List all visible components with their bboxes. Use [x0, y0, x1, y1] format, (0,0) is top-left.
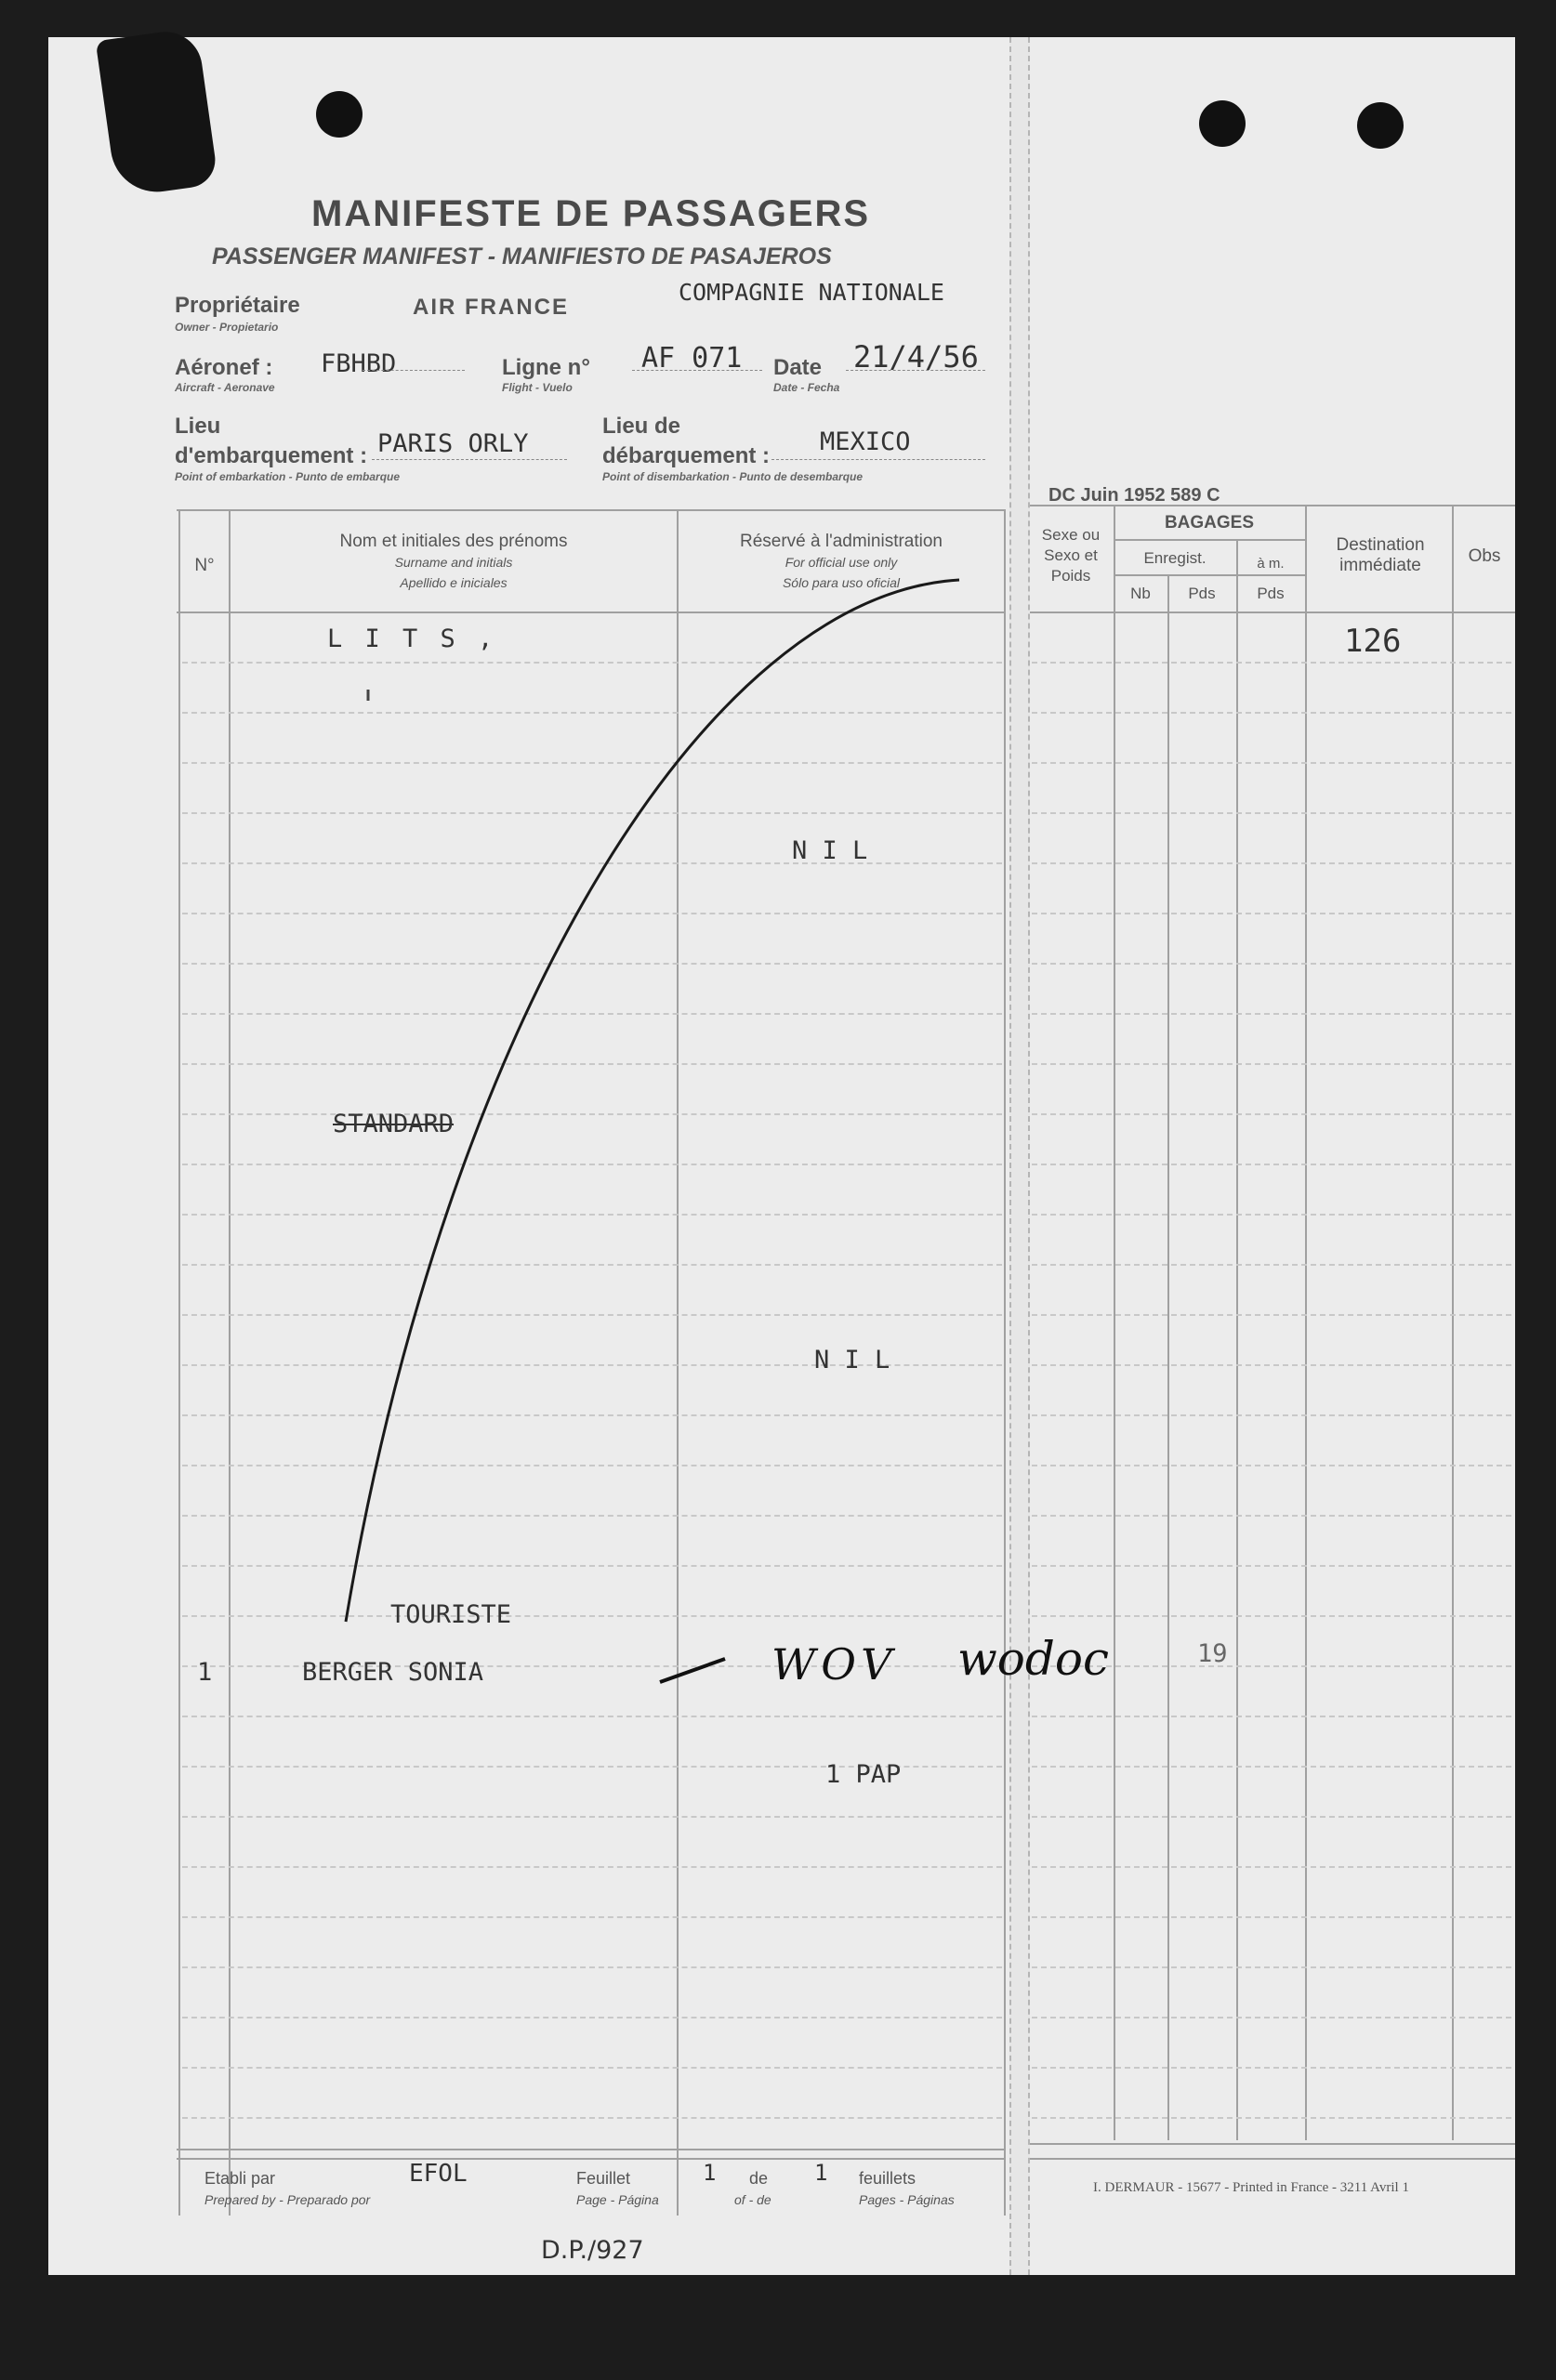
- aircraft-sublabel: Aircraft - Aeronave: [175, 381, 275, 394]
- handwritten-note: wodoc: [957, 1632, 1110, 1686]
- destination-value: 126: [1344, 623, 1402, 660]
- archive-reference: D.P./927: [541, 2236, 644, 2265]
- page-title: MANIFESTE DE PASSAGERS: [311, 193, 871, 234]
- entry-nil: N I L: [792, 836, 868, 865]
- passenger-number: 1: [197, 1658, 213, 1687]
- diagonal-pen-stroke: [346, 580, 959, 1622]
- date-label: Date: [773, 355, 823, 380]
- prepared-sublabel: Prepared by - Preparado por: [204, 2192, 371, 2207]
- disembark-value: MEXICO: [820, 427, 911, 456]
- company-name: COMPAGNIE NATIONALE: [679, 279, 944, 306]
- col-header-pds: Pds: [1188, 585, 1216, 602]
- owner-value: AIR FRANCE: [413, 295, 569, 320]
- embark-label: Lieu d'embarquement :: [175, 414, 368, 468]
- sheet-sublabel: Page - Página: [576, 2192, 659, 2207]
- sheet-value: 1: [703, 2160, 717, 2186]
- col-header-admin-sub2: Sólo para uso oficial: [782, 575, 901, 590]
- of-value: 1: [814, 2160, 828, 2186]
- col-header-pds2: Pds: [1257, 585, 1285, 602]
- prepared-label: Etabli par: [204, 2169, 276, 2188]
- entry-touriste: TOURISTE: [390, 1600, 512, 1629]
- line-sublabel: Flight - Vuelo: [502, 381, 573, 394]
- pen-dash: [660, 1659, 725, 1682]
- col-header-nb: Nb: [1130, 585, 1151, 602]
- embark-value: PARIS ORLY: [377, 429, 529, 458]
- entry-standard: STANDARD: [333, 1110, 455, 1138]
- footer-border: [1030, 2158, 1515, 2160]
- of-sublabel: of - de: [734, 2192, 771, 2207]
- line-label: Ligne n°: [502, 355, 590, 380]
- sheets-label: feuillets: [859, 2169, 916, 2188]
- sheets-sublabel: Pages - Páginas: [859, 2192, 955, 2207]
- col-header-sex: Sexe ou Sexo et Poids: [1041, 526, 1101, 585]
- entry-pap: 1 PAP: [825, 1760, 902, 1789]
- col-header-admin-sub1: For official use only: [785, 555, 898, 570]
- sheet-label: Feuillet: [576, 2169, 631, 2188]
- aircraft-value: FBHBD: [321, 349, 397, 378]
- col-header-baggage: BAGAGES: [1164, 513, 1255, 533]
- col-header-hand: à m.: [1257, 556, 1285, 572]
- handwritten-number: 19: [1197, 1639, 1228, 1668]
- col-header-no: N°: [194, 556, 215, 575]
- owner-label: Propriétaire: [175, 293, 300, 318]
- embark-sublabel: Point of embarkation - Punto de embarque: [175, 470, 401, 483]
- col-header-name-sub1: Surname and initials: [394, 555, 513, 570]
- col-header-obs: Obs: [1468, 546, 1501, 566]
- date-value: 21/4/56: [853, 339, 979, 375]
- disembark-sublabel: Point of disembarkation - Punto de desembarque: [602, 470, 864, 483]
- col-header-destination: Destination immédiate: [1336, 535, 1425, 575]
- col-header-registered: Enregist.: [1143, 549, 1207, 567]
- disembark-label: Lieu de débarquement :: [602, 414, 771, 468]
- date-sublabel: Date - Fecha: [773, 381, 840, 394]
- page-subtitle: PASSENGER MANIFEST - MANIFIESTO DE PASAJEROS: [212, 243, 832, 270]
- entry-lits: L I T S ,: [327, 625, 497, 653]
- printer-imprint: I. DERMAUR - 15677 - Printed in France - 3211 Avril 1: [1093, 2180, 1409, 2195]
- line-value: AF 071: [641, 342, 743, 375]
- col-header-name-sub2: Apellido e iniciales: [400, 575, 508, 590]
- footer-border: [177, 2158, 1004, 2160]
- owner-sublabel: Owner - Propietario: [175, 321, 279, 334]
- col-header-admin-label: Réservé à l'administration: [740, 532, 943, 551]
- of-label: de: [749, 2169, 769, 2188]
- handwritten-note: WOV: [771, 1639, 898, 1690]
- aircraft-label: Aéronef :: [175, 355, 273, 380]
- col-header-name-label: Nom et initiales des prénoms: [339, 532, 568, 551]
- form-code: DC Juin 1952 589 C: [1048, 485, 1220, 506]
- entry-nil: N I L: [814, 1346, 890, 1374]
- prepared-value: EFOL: [409, 2160, 468, 2188]
- passenger-name: BERGER SONIA: [302, 1658, 484, 1687]
